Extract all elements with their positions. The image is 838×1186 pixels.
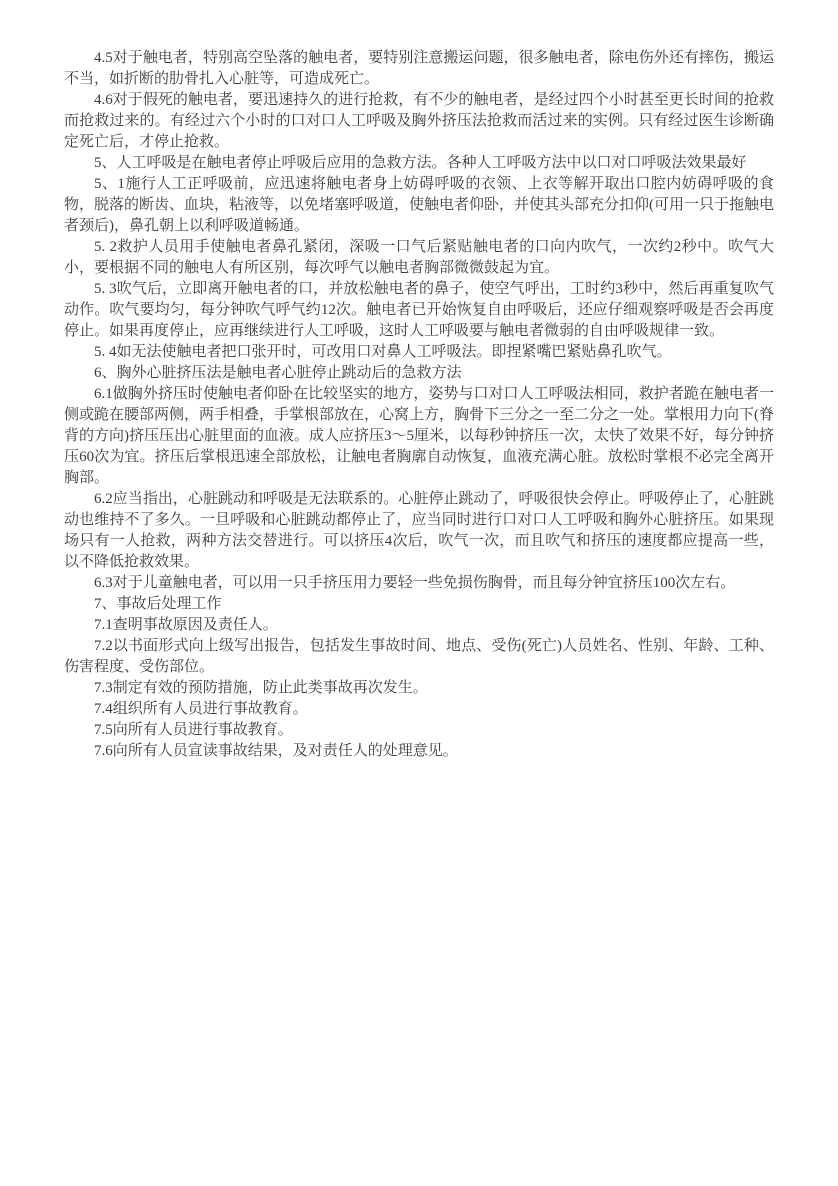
paragraph-5-heading: 5、人工呼吸是在触电者停止呼吸后应用的急救方法。各种人工呼吸方法中以口对口呼吸法效果最好 [94,155,747,171]
paragraph-6-3: 6.3对于儿童触电者，可以用一只手挤压用力要轻一些免损伤胸骨，而且每分钟宜挤压100次左右。 [94,575,736,591]
paragraph-6-1: 6.1做胸外挤压时使触电者仰卧在比较坚实的地方，姿势与口对口人工呼吸法相同，救护者跪在触电者一侧或跪在腰部两侧，两手相叠，手掌根部放在，心窝上方，胸骨下三分之一至二分之一处。掌根用力向下(脊背的方向)挤压压出心脏里面的血液。成人应挤压3～5厘米，以每秒钟挤压一次，太快了效果不好，每分钟挤压60次为宜。挤压后掌根迅速全部放松，让触电者胸廓自动恢复，血液充满心脏。放松时掌根不必完全离开胸部。 [64,386,775,486]
paragraph-7-4: 7.4组织所有人员进行事故教育。 [94,701,308,717]
paragraph-6-2: 6.2应当指出，心脏跳动和呼吸是无法联系的。心脏停止跳动了，呼吸很快会停止。呼吸停止了，心脏跳动也维持不了多久。一旦呼吸和心脏跳动都停止了，应当同时进行口对口人工呼吸和胸外心脏挤压。如果现场只有一人抢救，两种方法交替进行。可以挤压4次后，吹气一次，而且吹气和挤压的速度都应提高一些，以不降低抢救效果。 [64,491,774,570]
paragraph-7-6: 7.6向所有人员宣读事故结果，及对责任人的处理意见。 [94,743,458,759]
paragraph-4-6: 4.6对于假死的触电者，要迅速持久的进行抢救，有不少的触电者，是经过四个小时甚至更长时间的抢救而抢救过来的。有经过六个小时的口对口人工呼吸及胸外挤压法抢救而活过来的实例。只有经过医生诊断确定死亡后，才停止抢救。 [64,92,774,150]
paragraph-5-1: 5、1施行人工正呼吸前，应迅速将触电者身上妨碍呼吸的衣领、上衣等解开取出口腔内妨碍呼吸的食物，脱落的断齿、血块，粘液等，以免堵塞呼吸道，使触电者仰卧，并使其头部充分扣仰(可用一只于拖触电者颈后)，鼻孔朝上以利呼吸道畅通。 [64,176,775,234]
paragraph-7-1: 7.1查明事故原因及责任人。 [94,617,278,633]
paragraph-4-5: 4.5对于触电者，特别高空坠落的触电者，要特别注意搬运问题，很多触电者，除电伤外还有摔伤，搬运不当，如折断的肋骨扎入心脏等，可造成死亡。 [64,50,774,87]
paragraph-7-3: 7.3制定有效的预防措施，防止此类事故再次发生。 [94,680,428,696]
paragraph-6-heading: 6、胸外心脏挤压法是触电者心脏停止跳动后的急救方法 [94,365,462,381]
paragraph-7-5: 7.5向所有人员进行事故教育。 [94,722,293,738]
paragraph-5-4: 5. 4如无法使触电者把口张开时，可改用口对鼻人工呼吸法。即捏紧嘴巴紧贴鼻孔吹气。 [94,344,672,360]
paragraph-7-heading: 7、事故后处理工作 [94,596,222,612]
document-body [64,48,774,762]
paragraph-5-3: 5. 3吹气后，立即离开触电者的口，并放松触电者的鼻子，使空气呼出，工时约3秒中，然后再重复吹气动作。吹气要均匀，每分钟吹气呼气约12次。触电者已开始恢复自由呼吸后，还应仔细观察呼吸是否会再度停止。如果再度停止，应再继续进行人工呼吸，这时人工呼吸要与触电者微弱的自由呼吸规律一致。 [64,281,774,339]
paragraph-5-2: 5. 2救护人员用手使触电者鼻孔紧闭，深吸一口气后紧贴触电者的口向内吹气，一次约2秒中。吹气大小，要根据不同的触电人有所区别，每次呼气以触电者胸部微微鼓起为宜。 [64,239,774,276]
paragraph-7-2: 7.2以书面形式向上级写出报告，包括发生事故时间、地点、受伤(死亡)人员姓名、性别、年龄、工种、伤害程度、受伤部位。 [64,638,774,675]
